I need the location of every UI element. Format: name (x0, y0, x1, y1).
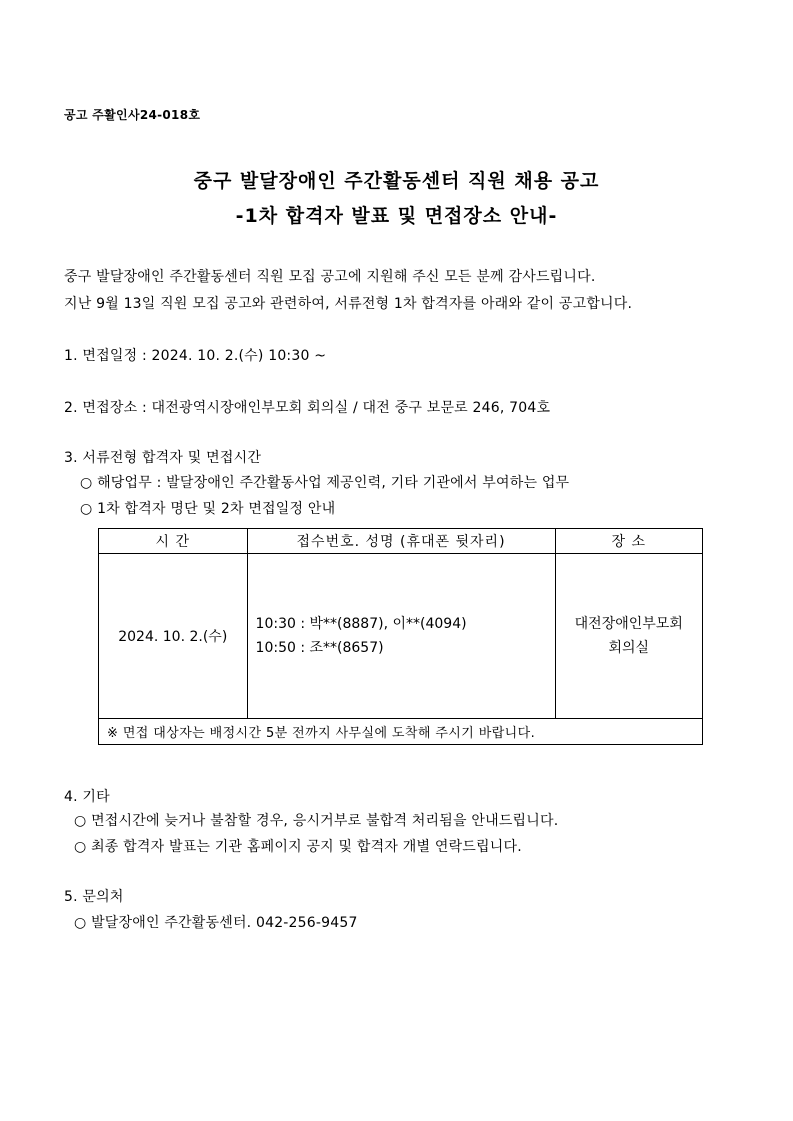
place-line-1: 대전장애인부모회 (574, 616, 683, 632)
schedule-table (98, 528, 703, 745)
section-5-heading: 5. 문의처 (64, 889, 124, 905)
intro-line-1: 중구 발달장애인 주간활동센터 직원 모집 공고에 지원해 주신 모든 분께 감사드립니다. (64, 269, 596, 285)
section-4-bullet-final: ○ 최종 합격자 발표는 기관 홈페이지 공지 및 합격자 개별 연락드립니다. (74, 839, 522, 855)
intro-line-2: 지난 9월 13일 직원 모집 공고와 관련하여, 서류전형 1차 합격자를 아래와 같이 공고합니다. (64, 296, 633, 312)
header-place: 장 소 (555, 529, 702, 554)
document-title: 중구 발달장애인 주간활동센터 직원 채용 공고 (193, 170, 600, 192)
section-3-heading: 3. 서류전형 합격자 및 면접시간 (64, 450, 262, 466)
header-time: 시 간 (99, 529, 248, 554)
document-subtitle: -1차 합격자 발표 및 면접장소 안내- (235, 205, 558, 227)
section-3-bullet-duty: ○ 해당업무 : 발달장애인 주간활동사업 제공인력, 기타 기관에서 부여하는 업무 (80, 475, 570, 491)
section-5-contact: ○ 발달장애인 주간활동센터. 042-256-9457 (74, 915, 358, 931)
candidate-slot-1: 10:30 : 박**(8887), 이**(4094) (255, 616, 467, 632)
cell-candidates (247, 554, 555, 719)
notice-number: 공고 주활인사24-018호 (64, 108, 201, 122)
cell-place (555, 554, 702, 719)
header-candidates: 접수번호. 성명 (휴대폰 뒷자리) (247, 529, 555, 554)
table-header-row (99, 529, 703, 554)
place-line-2: 회의실 (608, 640, 650, 656)
section-3-bullet-schedule: ○ 1차 합격자 명단 및 2차 면접일정 안내 (80, 501, 336, 517)
table-row (99, 554, 703, 719)
candidate-slot-2: 10:50 : 조**(8657) (255, 640, 384, 656)
section-4-bullet-late: ○ 면접시간에 늦거나 불참할 경우, 응시거부로 불합격 처리됨을 안내드립니다. (74, 813, 559, 829)
table-note: ※ 면접 대상자는 배정시간 5분 전까지 사무실에 도착해 주시기 바랍니다. (99, 719, 703, 745)
interview-date: 1. 면접일정 : 2024. 10. 2.(수) 10:30 ~ (64, 348, 327, 364)
interview-place: 2. 면접장소 : 대전광역시장애인부모회 회의실 / 대전 중구 보문로 246, 704호 (64, 400, 551, 416)
table-note-row (99, 719, 703, 745)
cell-time: 2024. 10. 2.(수) (99, 554, 248, 719)
section-4-heading: 4. 기타 (64, 789, 110, 805)
